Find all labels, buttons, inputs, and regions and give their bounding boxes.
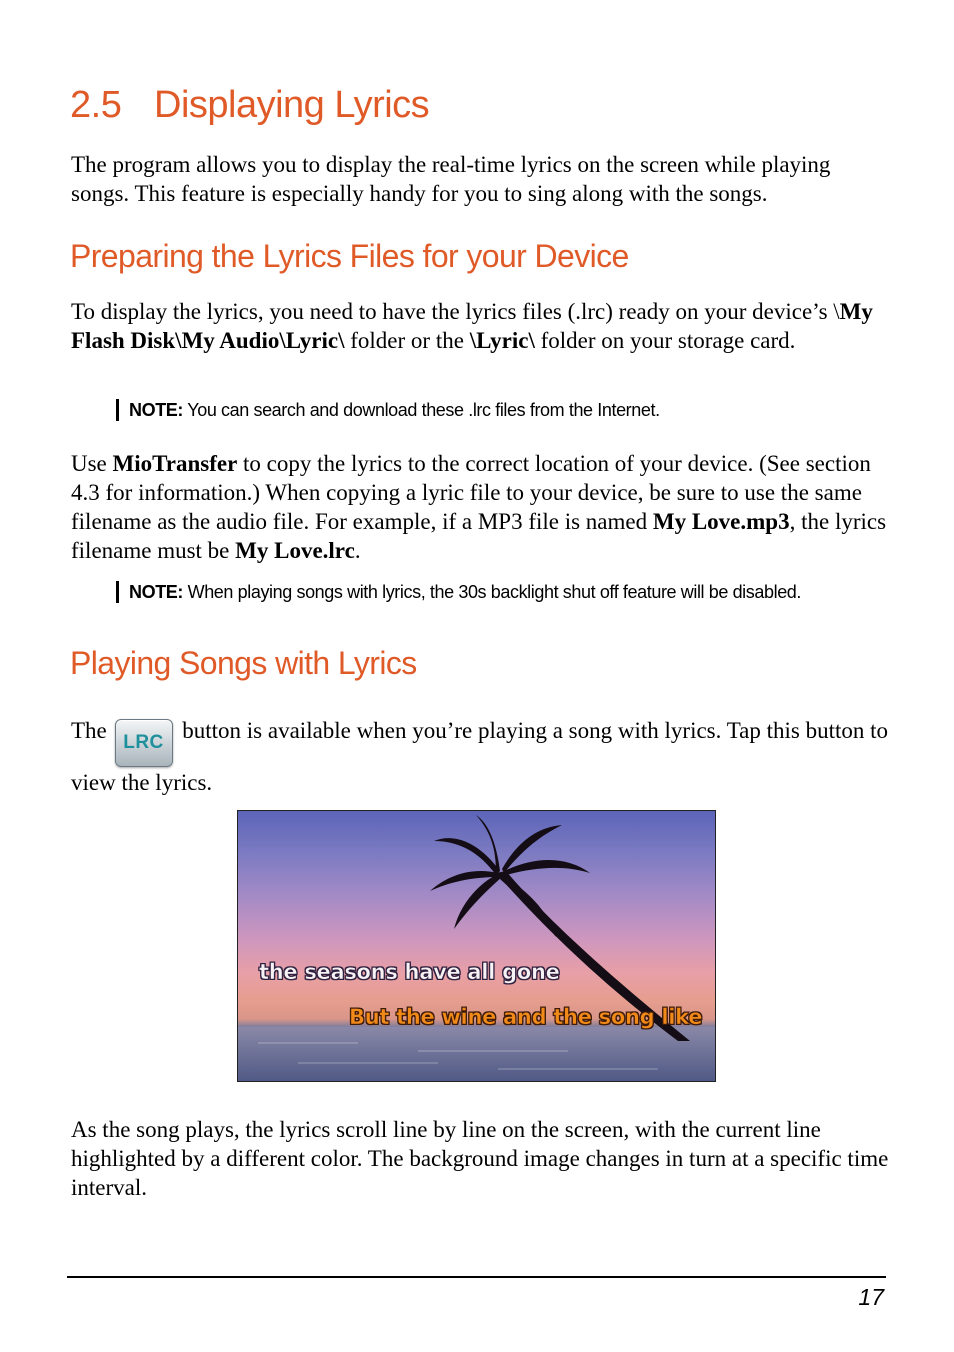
text-run: To display the lyrics, you need to have the lyrics files (.lrc) ready on your device’s \ — [71, 299, 840, 324]
text-run: , the lyrics filename must be — [71, 509, 887, 563]
note-backlight — [116, 581, 801, 603]
note-text: When playing songs with lyrics, the 30s backlight shut off feature will be disabled. — [183, 582, 802, 602]
playing-heading: Playing Songs with Lyrics — [70, 645, 417, 681]
lrc-button-icon: LRC — [115, 719, 173, 767]
text-run: folder or the — [344, 328, 470, 353]
text-run: folder on your storage card. — [534, 328, 796, 353]
sea — [238, 1027, 716, 1082]
section-number: 2.5 — [70, 84, 122, 126]
preparing-paragraph — [71, 297, 891, 355]
lyrics-screenshot — [237, 810, 716, 1082]
note-download — [116, 399, 660, 421]
folder-path: My Flash Disk\My Audio\Lyric\ — [71, 299, 873, 353]
page-number: 17 — [858, 1284, 884, 1310]
palm-tree-scene — [238, 811, 716, 1082]
text-run: . — [354, 538, 361, 563]
note-label: NOTE: — [129, 400, 183, 420]
text-run: The — [71, 718, 113, 743]
section-title-text: Displaying Lyrics — [154, 84, 430, 126]
miotransfer-paragraph — [71, 449, 891, 565]
footer-divider — [67, 1276, 886, 1278]
lyric-line-current: But the wine and the song like — [349, 1005, 703, 1029]
text-run: to copy the lyrics to the correct location of your device. (See section 4.3 for information.) When copying a lyric file to your device, be sure to use the same filename as the audio file. For example, if a MP3 file is named — [71, 451, 871, 534]
app-name: MioTransfer — [112, 451, 238, 476]
text-run: Use — [71, 451, 113, 476]
file-name: My Love.lrc — [235, 538, 355, 563]
preparing-heading: Preparing the Lyrics Files for your Device — [70, 238, 629, 274]
note-label: NOTE: — [129, 582, 183, 602]
note-text: You can search and download these .lrc files from the Internet. — [183, 400, 660, 420]
closing-paragraph: As the song plays, the lyrics scroll line by line on the screen, with the current line highlighted by a different color. The background image changes in turn at a specific time interval. — [71, 1117, 889, 1200]
lyric-line: the seasons have all gone — [259, 960, 560, 984]
intro-paragraph: The program allows you to display the real-time lyrics on the screen while playing songs. This feature is especially handy for you to sing along with the songs. — [71, 152, 831, 206]
folder-path: \Lyric\ — [469, 328, 535, 353]
lrc-paragraph — [71, 715, 891, 799]
file-name: My Love.mp3 — [652, 509, 790, 534]
text-run: button is available when you’re playing a song with lyrics. Tap this button to view the lyrics. — [71, 718, 889, 795]
section-title — [70, 84, 429, 127]
